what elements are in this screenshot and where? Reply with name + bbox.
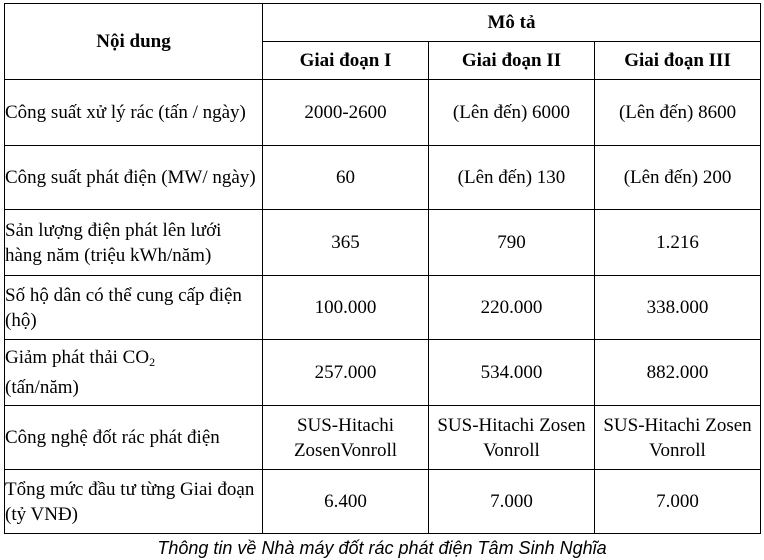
cell-value: 338.000 <box>595 276 761 340</box>
cell-value: 7.000 <box>429 470 595 534</box>
cell-value: 60 <box>263 146 429 210</box>
row-label <box>5 340 263 406</box>
cell-value: 882.000 <box>595 340 761 406</box>
cell-value: 6.400 <box>263 470 429 534</box>
header-description: Mô tả <box>263 4 761 42</box>
cell-value: 365 <box>263 210 429 276</box>
header-content: Nội dung <box>5 4 263 80</box>
cell-value: SUS-Hitachi Zosen Vonroll <box>429 406 595 470</box>
row-label-tail: (tấn/năm) <box>5 377 79 398</box>
header-phase-3: Giai đoạn III <box>595 42 761 80</box>
row-label: Công nghệ đốt rác phát điện <box>5 406 263 470</box>
cell-value: (Lên đến) 6000 <box>429 80 595 146</box>
cell-value: 534.000 <box>429 340 595 406</box>
cell-value: (Lên đến) 200 <box>595 146 761 210</box>
row-label-subscript: 2 <box>149 355 156 369</box>
cell-value: SUS-Hitachi Zosen Vonroll <box>595 406 761 470</box>
table-row <box>5 470 761 534</box>
table-row <box>5 80 761 146</box>
cell-value: 220.000 <box>429 276 595 340</box>
row-label: Số hộ dân có thể cung cấp điện (hộ) <box>5 276 263 340</box>
row-label-main: Giảm phát thải CO <box>5 347 150 368</box>
info-table <box>4 3 761 534</box>
row-label: Tổng mức đầu tư từng Giai đoạn (tỷ VNĐ) <box>5 470 263 534</box>
cell-value: (Lên đến) 130 <box>429 146 595 210</box>
cell-value: 1.216 <box>595 210 761 276</box>
table-row <box>5 340 761 406</box>
table-row <box>5 146 761 210</box>
cell-value: SUS-Hitachi ZosenVonroll <box>263 406 429 470</box>
header-row-top <box>5 4 761 42</box>
row-label: Sản lượng điện phát lên lưới hàng năm (triệu kWh/năm) <box>5 210 263 276</box>
cell-value: 257.000 <box>263 340 429 406</box>
cell-value: (Lên đến) 8600 <box>595 80 761 146</box>
table-caption: Thông tin về Nhà máy đốt rác phát điện Tâm Sinh Nghĩa <box>157 538 607 558</box>
cell-value: 790 <box>429 210 595 276</box>
cell-value: 7.000 <box>595 470 761 534</box>
cell-value: 2000-2600 <box>263 80 429 146</box>
cell-value: 100.000 <box>263 276 429 340</box>
header-phase-2: Giai đoạn II <box>429 42 595 80</box>
table-row <box>5 276 761 340</box>
table-row <box>5 406 761 470</box>
row-label: Công suất phát điện (MW/ ngày) <box>5 146 263 210</box>
table-row <box>5 210 761 276</box>
header-phase-1: Giai đoạn I <box>263 42 429 80</box>
row-label: Công suất xử lý rác (tấn / ngày) <box>5 80 263 146</box>
